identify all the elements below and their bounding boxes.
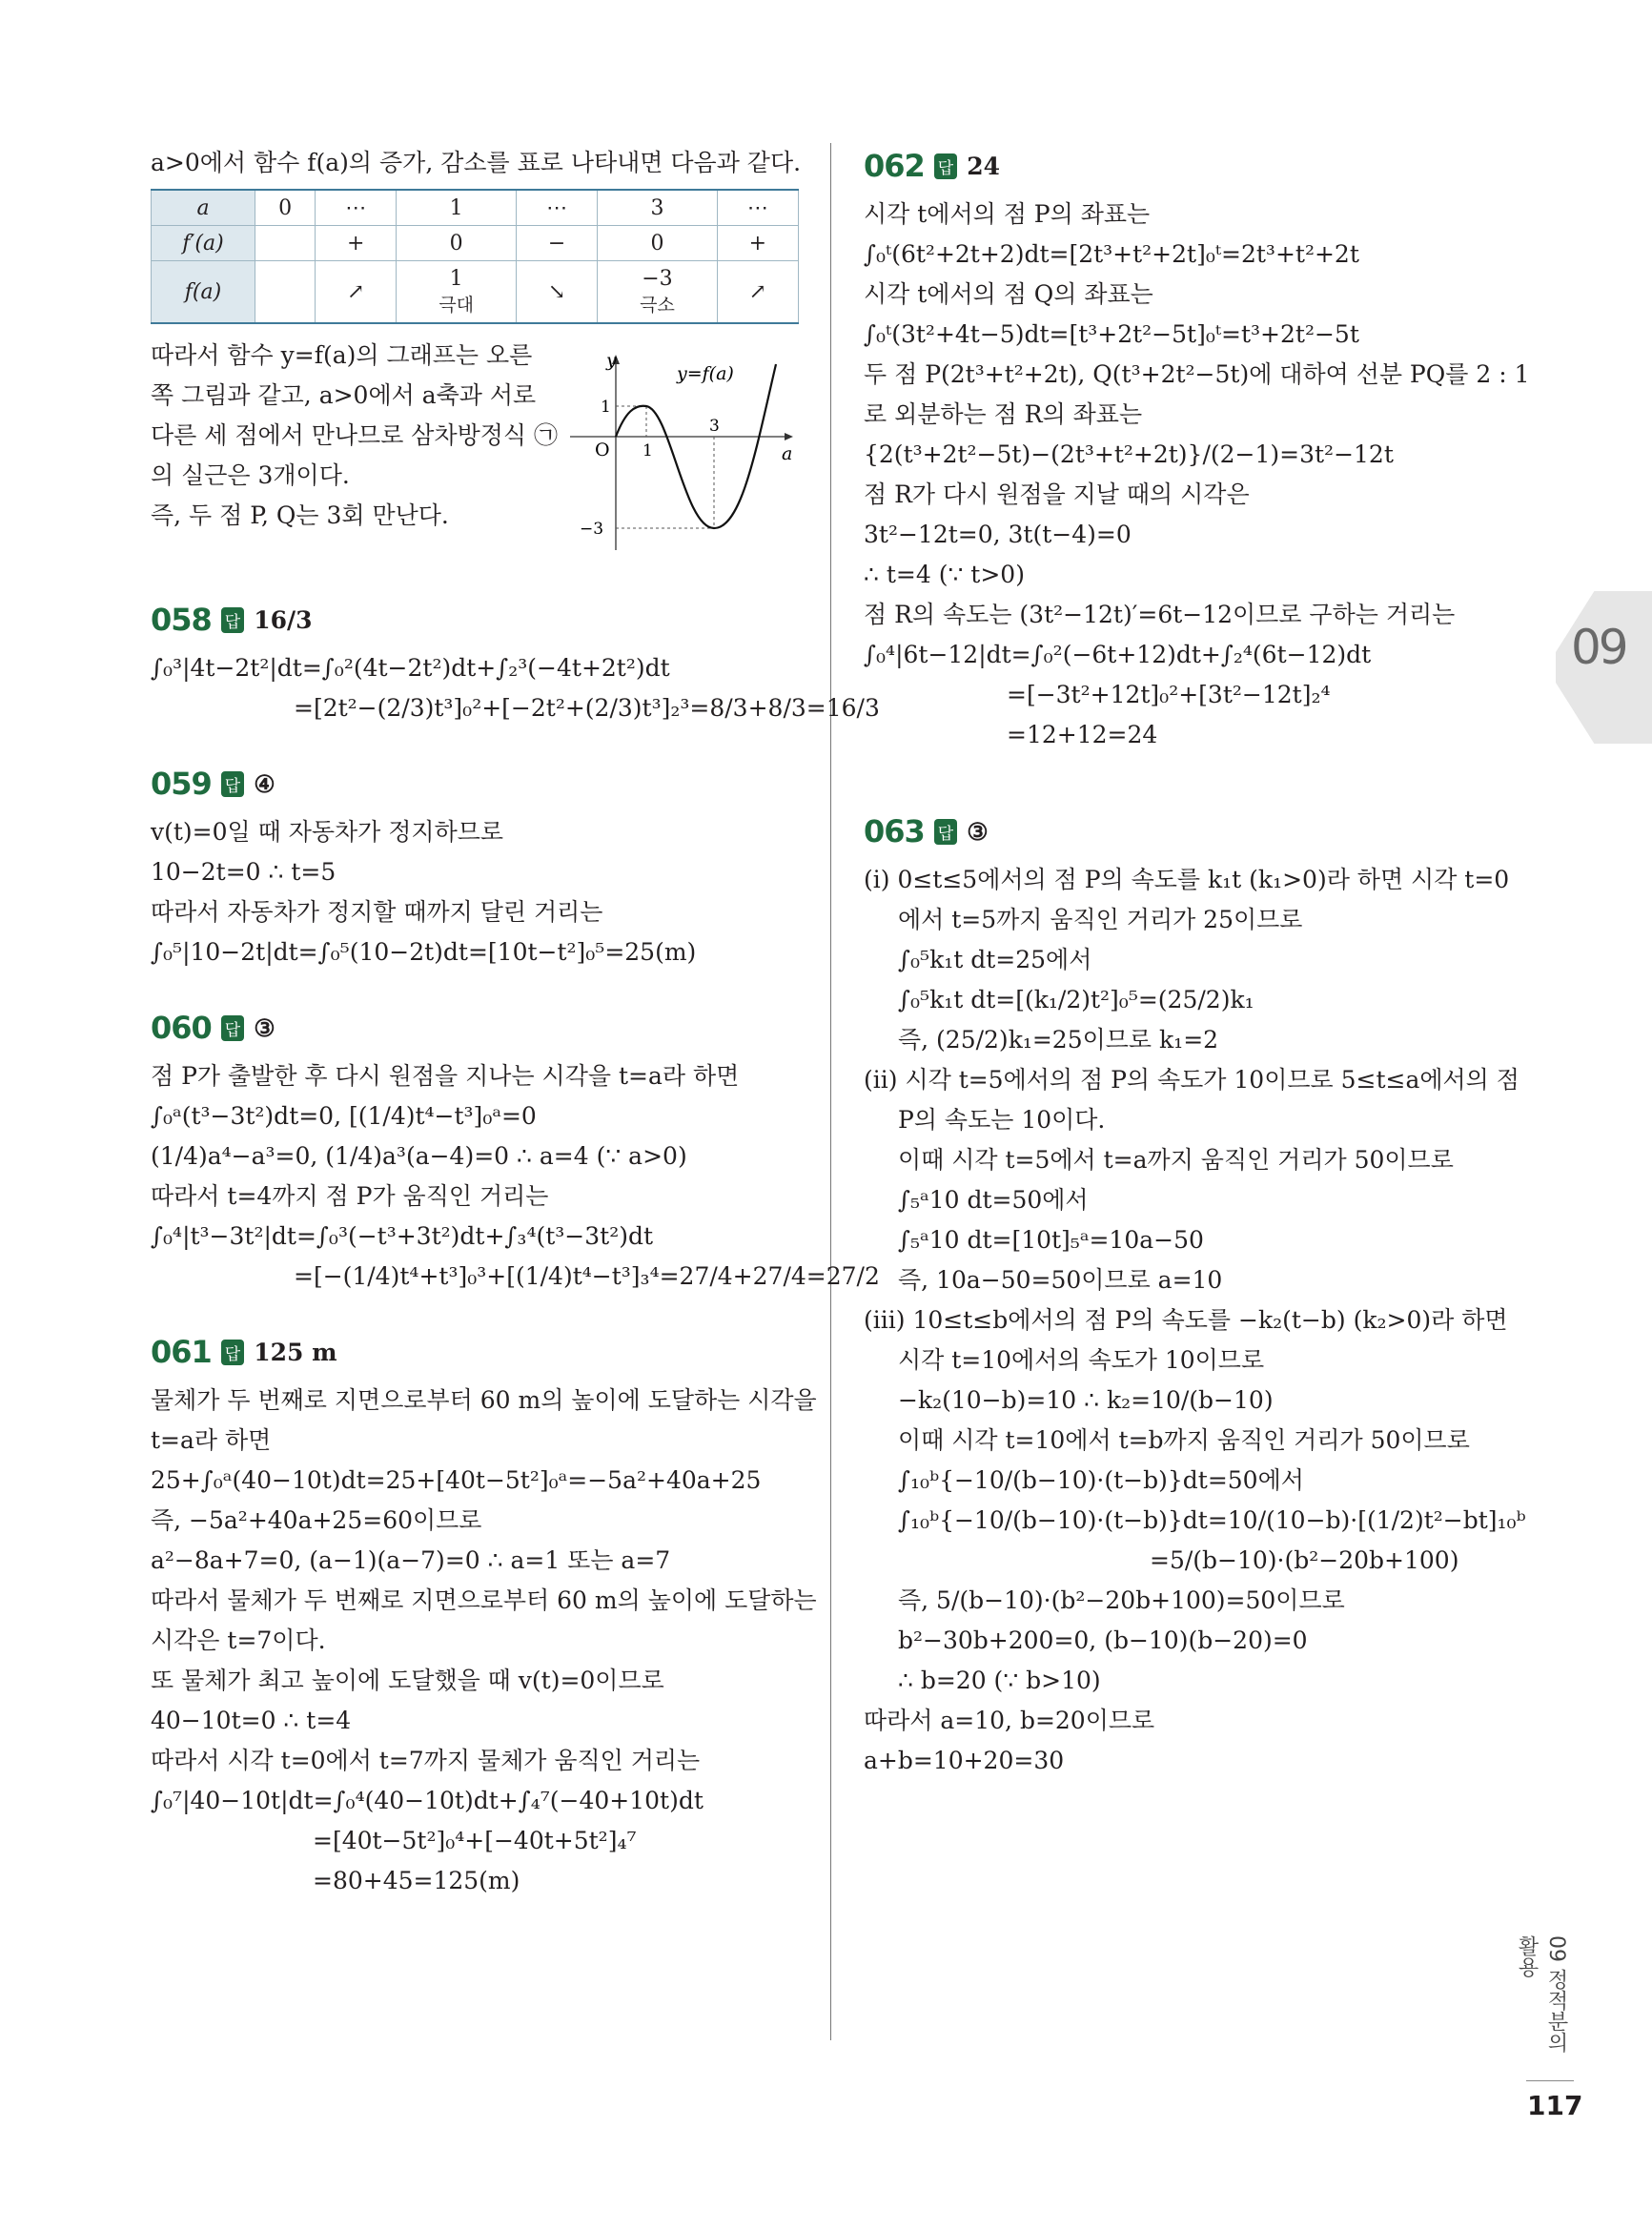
page-number-rule (1526, 2080, 1574, 2081)
text-line: 시각 t=10에서의 속도가 10이므로 (898, 1346, 1265, 1374)
problem-number: 062 (864, 148, 925, 184)
answer-badge: 답 (221, 1015, 244, 1041)
math-line: −k₂(10−b)=10 ∴ k₂=10/(b−10) (898, 1386, 1274, 1414)
graph-x-label: a (782, 443, 793, 464)
max-label: 극대 (438, 295, 475, 316)
table-cell: 0 (255, 190, 316, 226)
table-cell: + (717, 226, 798, 261)
table-cell: ↘ (516, 261, 597, 324)
graph-y-label: y (606, 350, 617, 371)
text-line: 점 R가 다시 원점을 지날 때의 시각은 (864, 481, 1250, 508)
answer-badge: 답 (221, 1340, 244, 1365)
text-line: 쪽 그림과 같고, a>0에서 a축과 서로 (151, 381, 537, 409)
table-row (152, 226, 799, 261)
table-cell: f(a) (152, 261, 255, 324)
graph-origin: O (595, 440, 610, 460)
text-line: 에서 t=5까지 움직인 거리가 25이므로 (898, 906, 1303, 933)
table-cell: ⋯ (516, 190, 597, 226)
math-line: ∫₀ᵃ(t³−3t²)dt=0, [(1/4)t⁴−t³]₀ᵃ=0 (151, 1102, 537, 1130)
table-cell: ⋯ (717, 190, 798, 226)
table-cell (255, 261, 316, 324)
problem-061-header (151, 1329, 801, 1375)
max-value: 1 (449, 267, 463, 291)
text-line: 시각은 t=7이다. (151, 1626, 326, 1654)
text-line: 이때 시각 t=5에서 t=a까지 움직인 거리가 50이므로 (898, 1146, 1454, 1174)
table-cell: ↗ (717, 261, 798, 324)
column-divider (830, 143, 831, 2040)
math-line: {2(t³+2t²−5t)−(2t³+t²+2t)}/(2−1)=3t²−12t (864, 440, 1394, 468)
math-line: 3t²−12t=0, 3t(t−4)=0 (864, 521, 1132, 548)
text-line: 이때 시각 t=10에서 t=b까지 움직인 거리가 50이므로 (898, 1426, 1470, 1454)
answer-badge: 답 (934, 819, 957, 845)
table-cell: ⋯ (316, 190, 397, 226)
text-line: 따라서 t=4까지 점 P가 움직인 거리는 (151, 1182, 549, 1210)
math-line: ∫₀⁵|10−2t|dt=∫₀⁵(10−2t)dt=[10t−t²]₀⁵=25(m) (151, 938, 697, 966)
answer-value: 24 (967, 152, 1001, 180)
text-line: 로 외분하는 점 R의 좌표는 (864, 400, 1143, 428)
text-line: 따라서 a=10, b=20이므로 (864, 1707, 1155, 1734)
math-line: (1/4)a⁴−a³=0, (1/4)a³(a−4)=0 ∴ a=4 (∵ a>0) (151, 1142, 687, 1170)
math-line: 즉, 5/(b−10)·(b²−20b+100)=50이므로 (898, 1586, 1345, 1614)
math-line: ∫₀⁵k₁t dt=[(k₁/2)t²]₀⁵=(25/2)k₁ (898, 986, 1254, 1013)
table-cell (397, 261, 517, 324)
cubic-graph (570, 336, 799, 564)
math-line: ∫₁₀ᵇ{−10/(b−10)·(t−b)}dt=50에서 (898, 1466, 1304, 1494)
problem-number: 058 (151, 602, 212, 638)
table-cell (598, 261, 718, 324)
table-cell: + (316, 226, 397, 261)
min-value: −3 (642, 267, 673, 291)
graph-tick-y1: 1 (601, 398, 611, 417)
graph-curve-label: y=f(a) (677, 363, 734, 384)
problem-number: 063 (864, 813, 925, 849)
problem-058-header (151, 597, 801, 643)
math-line: 즉, (25/2)k₁=25이므로 k₁=2 (898, 1026, 1219, 1054)
text-line: 점 R의 속도는 (3t²−12t)′=6t−12이므로 구하는 거리는 (864, 601, 1456, 628)
table-row (152, 190, 799, 226)
text-line: 따라서 물체가 두 번째로 지면으로부터 60 m의 높이에 도달하는 (151, 1586, 817, 1614)
math-line: =80+45=125(m) (313, 1867, 520, 1894)
table-cell: 1 (397, 190, 517, 226)
text-line: 다른 세 점에서 만나므로 삼차방정식 ㉠ (151, 421, 558, 449)
table-cell: f′(a) (152, 226, 255, 261)
text-line: 의 실근은 3개이다. (151, 461, 350, 489)
math-line: b²−30b+200=0, (b−10)(b−20)=0 (898, 1626, 1308, 1654)
table-cell: − (516, 226, 597, 261)
text-line: (ⅰ) 0≤t≤5에서의 점 P의 속도를 k₁t (k₁>0)라 하면 시각 t=0 (864, 866, 1510, 893)
problem-060-header (151, 1005, 801, 1051)
table-cell: a (152, 190, 255, 226)
answer-value: ③ (967, 817, 989, 846)
answer-value: ④ (254, 769, 275, 798)
answer-badge: 답 (934, 153, 957, 179)
text-line: 또 물체가 최고 높이에 도달했을 때 v(t)=0이므로 (151, 1667, 664, 1694)
text-line: 점 P가 출발한 후 다시 원점을 지나는 시각을 t=a라 하면 (151, 1062, 740, 1090)
table-cell: ↗ (316, 261, 397, 324)
text-line: 시각 t에서의 점 P의 좌표는 (864, 200, 1151, 228)
table-cell: 3 (598, 190, 718, 226)
math-line: ∫₀⁷|40−10t|dt=∫₀⁴(40−10t)dt+∫₄⁷(−40+10t)dt (151, 1787, 704, 1814)
math-line: ∫₀⁵k₁t dt=25에서 (898, 946, 1092, 973)
problem-062-header (864, 143, 1521, 189)
text-line: v(t)=0일 때 자동차가 정지하므로 (151, 818, 504, 846)
math-line: 즉, 10a−50=50이므로 a=10 (898, 1266, 1223, 1294)
min-label: 극소 (640, 295, 675, 316)
table-cell (255, 226, 316, 261)
text-line: 시각 t에서의 점 Q의 좌표는 (864, 280, 1153, 308)
problem-059-header (151, 761, 801, 807)
problem-number: 060 (151, 1010, 212, 1046)
answer-value: ③ (254, 1013, 275, 1042)
text-line: 따라서 자동차가 정지할 때까지 달린 거리는 (151, 898, 603, 926)
math-line: ∫₀⁴|6t−12|dt=∫₀²(−6t+12)dt+∫₂⁴(6t−12)dt (864, 641, 1372, 668)
math-line: ∫₀ᵗ(6t²+2t+2)dt=[2t³+t²+2t]₀ᵗ=2t³+t²+2t (864, 240, 1359, 268)
answer-badge: 답 (221, 771, 244, 797)
math-line: ∫₅ᵃ10 dt=50에서 (898, 1186, 1089, 1214)
math-line: =[−(1/4)t⁴+t³]₀³+[(1/4)t⁴−t³]₃⁴=27/4+27/4=27/2 (294, 1262, 880, 1290)
increase-decrease-table (151, 189, 799, 324)
chapter-number: 09 (1571, 620, 1626, 675)
problem-063-header (864, 808, 1521, 854)
math-line: =[40t−5t²]₀⁴+[−40t+5t²]₄⁷ (313, 1827, 637, 1854)
chapter-title: 09 정적분의 활용 (1515, 1935, 1568, 2053)
text-line: 즉, −5a²+40a+25=60이므로 (151, 1506, 482, 1534)
cubic-curve (616, 364, 776, 528)
intro-text: a>0에서 함수 f(a)의 증가, 감소를 표로 나타내면 다음과 같다. (151, 149, 802, 176)
graph-explanation (151, 336, 561, 564)
math-line: ∴ t=4 (∵ t>0) (864, 561, 1025, 588)
math-line: ∫₀⁴|t³−3t²|dt=∫₀³(−t³+3t²)dt+∫₃⁴(t³−3t²)dt (151, 1222, 654, 1250)
text-line: 물체가 두 번째로 지면으로부터 60 m의 높이에 도달하는 시각을 (151, 1386, 817, 1414)
graph-tick-ym3: −3 (580, 520, 604, 539)
left-column (151, 143, 880, 1901)
answer-badge: 답 (221, 607, 244, 633)
a-axis-arrow (785, 433, 793, 440)
text-line: 따라서 시각 t=0에서 t=7까지 물체가 움직인 거리는 (151, 1747, 701, 1774)
math-line: 40−10t=0 ∴ t=4 (151, 1707, 352, 1734)
answer-value: 125 m (254, 1338, 337, 1366)
page-number: 117 (1527, 2090, 1583, 2121)
text-line: t=a라 하면 (151, 1426, 272, 1454)
graph-section (151, 336, 801, 564)
text-line: (ⅱ) 시각 t=5에서의 점 P의 속도가 10이므로 5≤t≤a에서의 점 (864, 1066, 1519, 1094)
right-column (864, 143, 1530, 1781)
graph-tick-x3: 3 (709, 417, 720, 436)
text-line: 두 점 P(2t³+t²+2t), Q(t³+2t²−5t)에 대하여 선분 PQ를 2 : 1 (864, 360, 1530, 388)
math-line: a+b=10+20=30 (864, 1747, 1065, 1774)
math-line: ∫₀ᵗ(3t²+4t−5)dt=[t³+2t²−5t]₀ᵗ=t³+2t²−5t (864, 320, 1359, 348)
problem-number: 059 (151, 766, 212, 802)
text-line: 즉, 두 점 P, Q는 3회 만난다. (151, 501, 449, 529)
text-line: (ⅲ) 10≤t≤b에서의 점 P의 속도를 −k₂(t−b) (k₂>0)라 하면 (864, 1306, 1508, 1334)
graph-tick-x1: 1 (642, 441, 653, 460)
math-line: ∫₀³|4t−2t²|dt=∫₀²(4t−2t²)dt+∫₂³(−4t+2t²)dt (151, 654, 670, 682)
math-line: =[2t²−(2/3)t³]₀²+[−2t²+(2/3)t³]₂³=8/3+8/3=16/3 (294, 694, 880, 722)
math-line: 10−2t=0 ∴ t=5 (151, 858, 337, 886)
math-line: ∴ b=20 (∵ b>10) (898, 1667, 1101, 1694)
problem-number: 061 (151, 1334, 212, 1370)
table-cell: 0 (397, 226, 517, 261)
table-cell: 0 (598, 226, 718, 261)
math-line: =[−3t²+12t]₀²+[3t²−12t]₂⁴ (1007, 681, 1331, 708)
text-line: P의 속도는 10이다. (898, 1106, 1106, 1134)
text-line: 따라서 함수 y=f(a)의 그래프는 오른 (151, 341, 533, 369)
math-line: ∫₅ᵃ10 dt=[10t]₅ᵃ=10a−50 (898, 1226, 1204, 1254)
math-line: =5/(b−10)·(b²−20b+100) (1150, 1546, 1459, 1574)
math-line: a²−8a+7=0, (a−1)(a−7)=0 ∴ a=1 또는 a=7 (151, 1546, 671, 1574)
answer-value: 16/3 (254, 605, 313, 634)
table-row (152, 261, 799, 324)
math-line: =12+12=24 (1007, 721, 1158, 748)
math-line: 25+∫₀ᵃ(40−10t)dt=25+[40t−5t²]₀ᵃ=−5a²+40a+25 (151, 1466, 762, 1494)
math-line: ∫₁₀ᵇ{−10/(b−10)·(t−b)}dt=10/(10−b)·[(1/2)t²−bt]₁₀ᵇ (898, 1506, 1526, 1534)
